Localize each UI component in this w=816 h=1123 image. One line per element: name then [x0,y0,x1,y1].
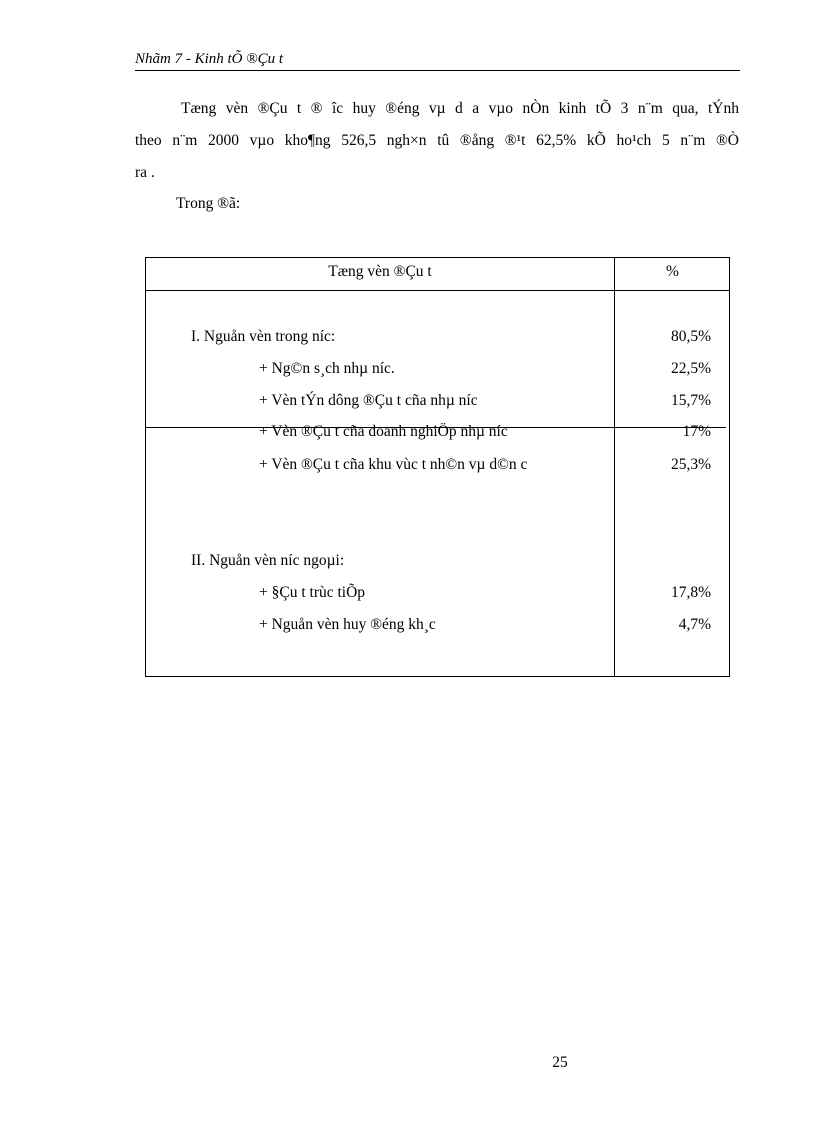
table-row-label: + Nguån vèn huy ®éng kh¸c [259,616,436,633]
table-row-label: + §Çu t trùc tiÕp [259,584,366,601]
investment-table [145,257,730,677]
lead-in-text: Trong ®ã: [176,195,241,212]
intro-paragraph [135,93,739,189]
header-source: Tæng vèn ®Çu t [328,263,432,280]
table-row-value: 17,8% [670,584,711,601]
page-number: 25 [552,1054,568,1071]
paragraph-line-3: ra . [135,164,155,181]
table-row-label: + Vèn tÝn dông ®Çu t cña nhµ níc [259,392,478,409]
running-header: Nhãm 7 - Kinh tÕ ®Çu t [135,49,740,71]
table-row-label: I. Nguån vèn trong níc: [191,328,336,345]
table-row-value: 80,5% [670,328,711,345]
column-divider [614,258,615,676]
table-row-label: + Vèn ®Çu t cña doanh nghiÖp nhµ níc [259,423,508,440]
table-row-value: 17% [682,423,711,440]
table-row-value: 25,3% [670,456,711,473]
header-divider [146,290,729,291]
table-row-value: 4,7% [678,616,711,633]
paragraph-line-1: Tæng vèn ®Çu t ® îc huy ®éng vµ d a vµo nÒn kinh tÕ 3 n¨m qua, tÝnh [181,100,739,117]
header-percent: % [666,263,679,280]
table-row-label: II. Nguån vèn níc ngoµi: [191,552,345,569]
table-row-value: 15,7% [670,392,711,409]
table-row-label: + Ng©n s¸ch nhµ níc. [259,360,395,377]
table-row-value: 22,5% [670,360,711,377]
paragraph-line-2: theo n¨m 2000 vµo kho¶ng 526,5 ngh×n tû ®ång ®¹t 62,5% kÕ ho¹ch 5 n¨m ®Ò [135,132,739,149]
table-row-label: + Vèn ®Çu t cña khu vùc t nh©n vµ d©n c [259,456,528,473]
